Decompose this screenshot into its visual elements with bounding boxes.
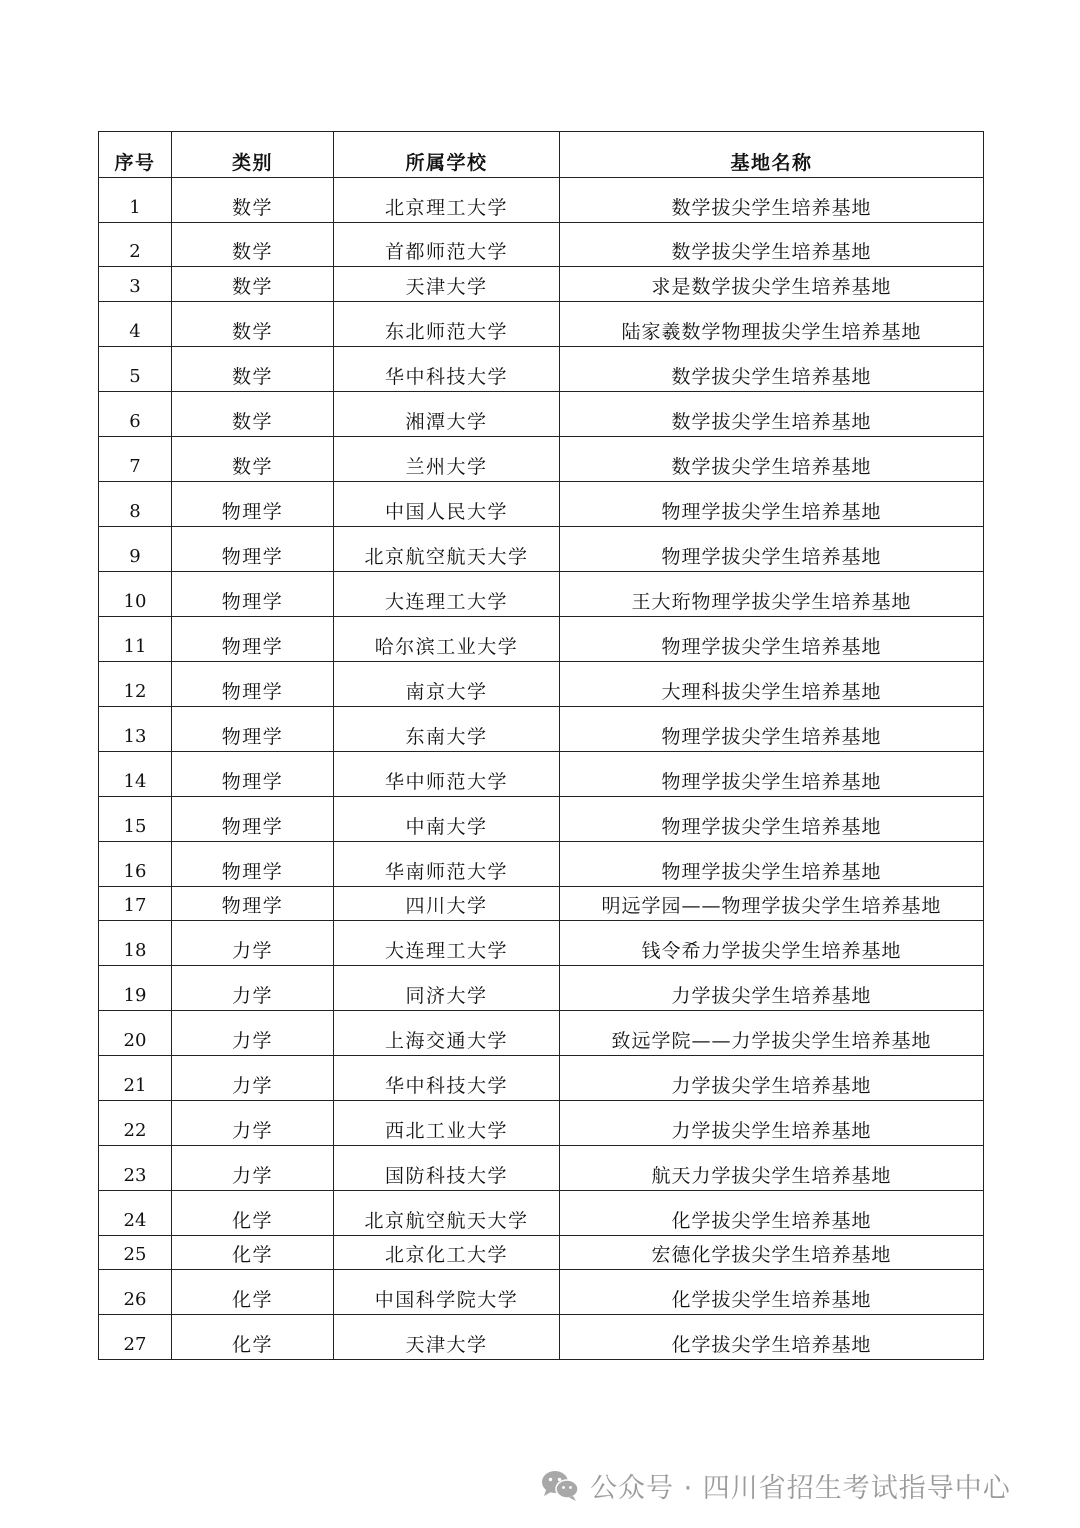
row-school: 首都师范大学 — [334, 223, 560, 267]
table-row — [99, 1011, 984, 1056]
row-base-name: 钱令希力学拔尖学生培养基地 — [560, 921, 984, 966]
row-base-name: 力学拔尖学生培养基地 — [560, 1101, 984, 1146]
row-school: 大连理工大学 — [334, 921, 560, 966]
bases-table — [98, 131, 984, 1360]
table-row — [99, 707, 984, 752]
row-base-name: 物理学拔尖学生培养基地 — [560, 527, 984, 572]
table-row — [99, 347, 984, 392]
row-base-name: 明远学园——物理学拔尖学生培养基地 — [560, 887, 984, 921]
row-number: 5 — [99, 347, 172, 392]
table-row — [99, 1315, 984, 1360]
table-row — [99, 178, 984, 223]
row-base-name: 宏德化学拔尖学生培养基地 — [560, 1236, 984, 1270]
row-number: 20 — [99, 1011, 172, 1056]
row-category: 力学 — [172, 1011, 334, 1056]
row-school: 兰州大学 — [334, 437, 560, 482]
row-school: 天津大学 — [334, 267, 560, 302]
table-row — [99, 752, 984, 797]
row-base-name: 数学拔尖学生培养基地 — [560, 178, 984, 223]
row-number: 18 — [99, 921, 172, 966]
row-number: 19 — [99, 966, 172, 1011]
row-base-name: 物理学拔尖学生培养基地 — [560, 842, 984, 887]
watermark-text: 公众号 · 四川省招生考试指导中心 — [590, 1472, 1011, 1504]
row-number: 21 — [99, 1056, 172, 1101]
row-category: 物理学 — [172, 707, 334, 752]
row-category: 物理学 — [172, 617, 334, 662]
table-row — [99, 572, 984, 617]
row-category: 物理学 — [172, 527, 334, 572]
row-base-name: 致远学院——力学拔尖学生培养基地 — [560, 1011, 984, 1056]
row-school: 东北师范大学 — [334, 302, 560, 347]
row-number: 27 — [99, 1315, 172, 1360]
row-base-name: 求是数学拔尖学生培养基地 — [560, 267, 984, 302]
row-category: 化学 — [172, 1236, 334, 1270]
row-base-name: 物理学拔尖学生培养基地 — [560, 617, 984, 662]
row-base-name: 力学拔尖学生培养基地 — [560, 1056, 984, 1101]
table-row — [99, 527, 984, 572]
row-number: 7 — [99, 437, 172, 482]
row-base-name: 物理学拔尖学生培养基地 — [560, 707, 984, 752]
row-number: 25 — [99, 1236, 172, 1270]
table-row — [99, 223, 984, 267]
row-school: 西北工业大学 — [334, 1101, 560, 1146]
row-number: 2 — [99, 223, 172, 267]
table-row — [99, 966, 984, 1011]
row-school: 中国人民大学 — [334, 482, 560, 527]
row-base-name: 力学拔尖学生培养基地 — [560, 966, 984, 1011]
table-body — [99, 178, 984, 1360]
row-number: 17 — [99, 887, 172, 921]
row-category: 物理学 — [172, 482, 334, 527]
row-school: 北京化工大学 — [334, 1236, 560, 1270]
row-category: 数学 — [172, 437, 334, 482]
row-category: 化学 — [172, 1270, 334, 1315]
row-school: 中南大学 — [334, 797, 560, 842]
header-number: 序号 — [99, 132, 172, 178]
table-row — [99, 267, 984, 302]
row-base-name: 化学拔尖学生培养基地 — [560, 1270, 984, 1315]
row-school: 北京航空航天大学 — [334, 1191, 560, 1236]
table-row — [99, 302, 984, 347]
header-base-name: 基地名称 — [560, 132, 984, 178]
row-school: 上海交通大学 — [334, 1011, 560, 1056]
table-row — [99, 617, 984, 662]
row-category: 力学 — [172, 921, 334, 966]
row-category: 物理学 — [172, 842, 334, 887]
table-row — [99, 1146, 984, 1191]
row-school: 华南师范大学 — [334, 842, 560, 887]
row-category: 数学 — [172, 392, 334, 437]
row-category: 物理学 — [172, 887, 334, 921]
row-school: 哈尔滨工业大学 — [334, 617, 560, 662]
row-number: 13 — [99, 707, 172, 752]
row-category: 数学 — [172, 302, 334, 347]
row-category: 力学 — [172, 1101, 334, 1146]
table-row — [99, 662, 984, 707]
table-row — [99, 921, 984, 966]
row-category: 物理学 — [172, 752, 334, 797]
row-school: 湘潭大学 — [334, 392, 560, 437]
row-category: 物理学 — [172, 797, 334, 842]
row-category: 化学 — [172, 1315, 334, 1360]
row-number: 10 — [99, 572, 172, 617]
row-category: 化学 — [172, 1191, 334, 1236]
row-school: 大连理工大学 — [334, 572, 560, 617]
row-school: 国防科技大学 — [334, 1146, 560, 1191]
row-category: 数学 — [172, 178, 334, 223]
table-row — [99, 887, 984, 921]
header-category: 类别 — [172, 132, 334, 178]
row-school: 四川大学 — [334, 887, 560, 921]
row-number: 4 — [99, 302, 172, 347]
row-category: 力学 — [172, 1056, 334, 1101]
table-row — [99, 1191, 984, 1236]
table-row — [99, 1056, 984, 1101]
row-school: 华中科技大学 — [334, 347, 560, 392]
table-row — [99, 482, 984, 527]
row-school: 同济大学 — [334, 966, 560, 1011]
row-base-name: 王大珩物理学拔尖学生培养基地 — [560, 572, 984, 617]
row-number: 24 — [99, 1191, 172, 1236]
table-row — [99, 392, 984, 437]
row-school: 南京大学 — [334, 662, 560, 707]
row-number: 22 — [99, 1101, 172, 1146]
row-base-name: 物理学拔尖学生培养基地 — [560, 482, 984, 527]
row-category: 力学 — [172, 966, 334, 1011]
row-number: 1 — [99, 178, 172, 223]
row-category: 力学 — [172, 1146, 334, 1191]
table-row — [99, 797, 984, 842]
table-row — [99, 1101, 984, 1146]
row-number: 14 — [99, 752, 172, 797]
row-school: 北京理工大学 — [334, 178, 560, 223]
header-school: 所属学校 — [334, 132, 560, 178]
table-row — [99, 842, 984, 887]
row-base-name: 物理学拔尖学生培养基地 — [560, 797, 984, 842]
table-row — [99, 1236, 984, 1270]
row-base-name: 数学拔尖学生培养基地 — [560, 437, 984, 482]
table-row — [99, 437, 984, 482]
watermark — [540, 1463, 1011, 1507]
row-base-name: 数学拔尖学生培养基地 — [560, 392, 984, 437]
row-category: 物理学 — [172, 662, 334, 707]
row-base-name: 陆家羲数学物理拔尖学生培养基地 — [560, 302, 984, 347]
row-number: 15 — [99, 797, 172, 842]
wechat-icon — [540, 1468, 580, 1502]
row-school: 东南大学 — [334, 707, 560, 752]
row-number: 16 — [99, 842, 172, 887]
row-category: 数学 — [172, 347, 334, 392]
row-category: 物理学 — [172, 572, 334, 617]
row-number: 23 — [99, 1146, 172, 1191]
row-number: 6 — [99, 392, 172, 437]
row-school: 华中师范大学 — [334, 752, 560, 797]
row-category: 数学 — [172, 223, 334, 267]
row-number: 11 — [99, 617, 172, 662]
row-school: 中国科学院大学 — [334, 1270, 560, 1315]
row-number: 3 — [99, 267, 172, 302]
row-school: 华中科技大学 — [334, 1056, 560, 1101]
row-base-name: 数学拔尖学生培养基地 — [560, 223, 984, 267]
row-number: 8 — [99, 482, 172, 527]
row-number: 12 — [99, 662, 172, 707]
row-category: 数学 — [172, 267, 334, 302]
row-base-name: 航天力学拔尖学生培养基地 — [560, 1146, 984, 1191]
table-row — [99, 1270, 984, 1315]
row-number: 26 — [99, 1270, 172, 1315]
row-base-name: 化学拔尖学生培养基地 — [560, 1315, 984, 1360]
row-school: 北京航空航天大学 — [334, 527, 560, 572]
row-base-name: 大理科拔尖学生培养基地 — [560, 662, 984, 707]
row-school: 天津大学 — [334, 1315, 560, 1360]
row-base-name: 数学拔尖学生培养基地 — [560, 347, 984, 392]
row-base-name: 化学拔尖学生培养基地 — [560, 1191, 984, 1236]
row-base-name: 物理学拔尖学生培养基地 — [560, 752, 984, 797]
table-header-row — [99, 132, 984, 178]
row-number: 9 — [99, 527, 172, 572]
